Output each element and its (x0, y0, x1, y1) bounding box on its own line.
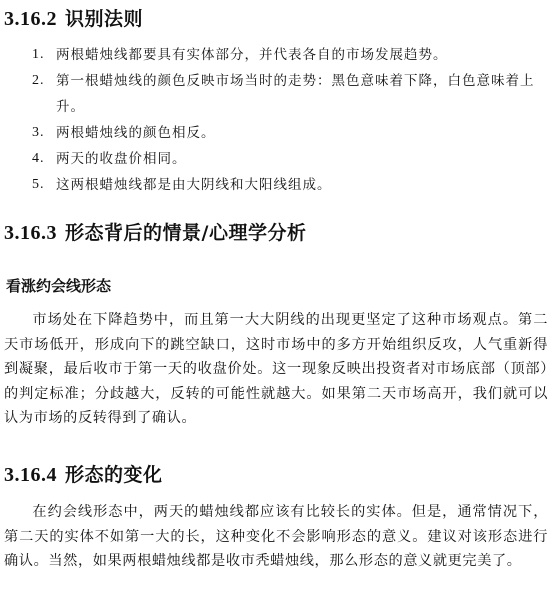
section-title: 形态的变化 (65, 464, 163, 486)
rule-index: 1. (32, 47, 45, 62)
rule-index: 4. (32, 151, 45, 166)
rule-index: 2. (32, 73, 45, 88)
section-title: 识别法则 (65, 8, 144, 30)
rule-text: 第一根蜡烛线的颜色反映市场当时的走势：黑色意味着下降，白色意味着上升。 (56, 73, 535, 115)
section-heading-3-16-3 (4, 218, 306, 245)
rule-index: 5. (32, 177, 45, 192)
variation-paragraph: 在约会线形态中，两天的蜡烛线都应该有比较长的实体。但是，通常情况下，第二天的实体不如第一大的长，这种变化不会影响形态的意义。建议对该形态进行确认。当然，如果两根蜡烛线都是收市秃蜡烛线，那么形态的意义就更完美了。 (4, 504, 548, 569)
rule-item-1 (32, 42, 544, 68)
identification-rules-list (32, 42, 544, 198)
rule-item-2 (32, 68, 544, 120)
section-heading-3-16-2 (4, 4, 143, 31)
rule-item-5 (32, 172, 544, 198)
section-number: 3.16.2 (4, 8, 57, 30)
rule-item-4 (32, 146, 544, 172)
rule-item-3 (32, 120, 544, 146)
section-number: 3.16.4 (4, 464, 57, 486)
subheading-bullish-meeting-lines: 看涨约会线形态 (6, 277, 112, 295)
analysis-paragraph: 市场处在下降趋势中，而且第一大大阴线的出现更坚定了这种市场观点。第二天市场低开，形成向下的跳空缺口，这时市场中的多方开始组织反攻，人气重新得到凝聚，最后收市于第一天的收盘价处。这一现象反映出投资者对市场底部（顶部）的判定标准；分歧越大，反转的可能性就越大。如果第二天市场高开，我们就可以认为市场的反转得到了确认。 (4, 312, 548, 426)
rule-index: 3. (32, 125, 45, 140)
rule-text: 两根蜡烛线的颜色相反。 (56, 125, 216, 141)
section-number: 3.16.3 (4, 222, 57, 244)
rule-text: 这两根蜡烛线都是由大阴线和大阳线组成。 (56, 177, 332, 193)
rule-text: 两天的收盘价相同。 (56, 151, 187, 167)
section-title: 形态背后的情景/心理学分析 (65, 222, 307, 244)
rule-text: 两根蜡烛线都要具有实体部分，并代表各自的市场发展趋势。 (56, 47, 448, 63)
section-heading-3-16-4 (4, 460, 163, 487)
